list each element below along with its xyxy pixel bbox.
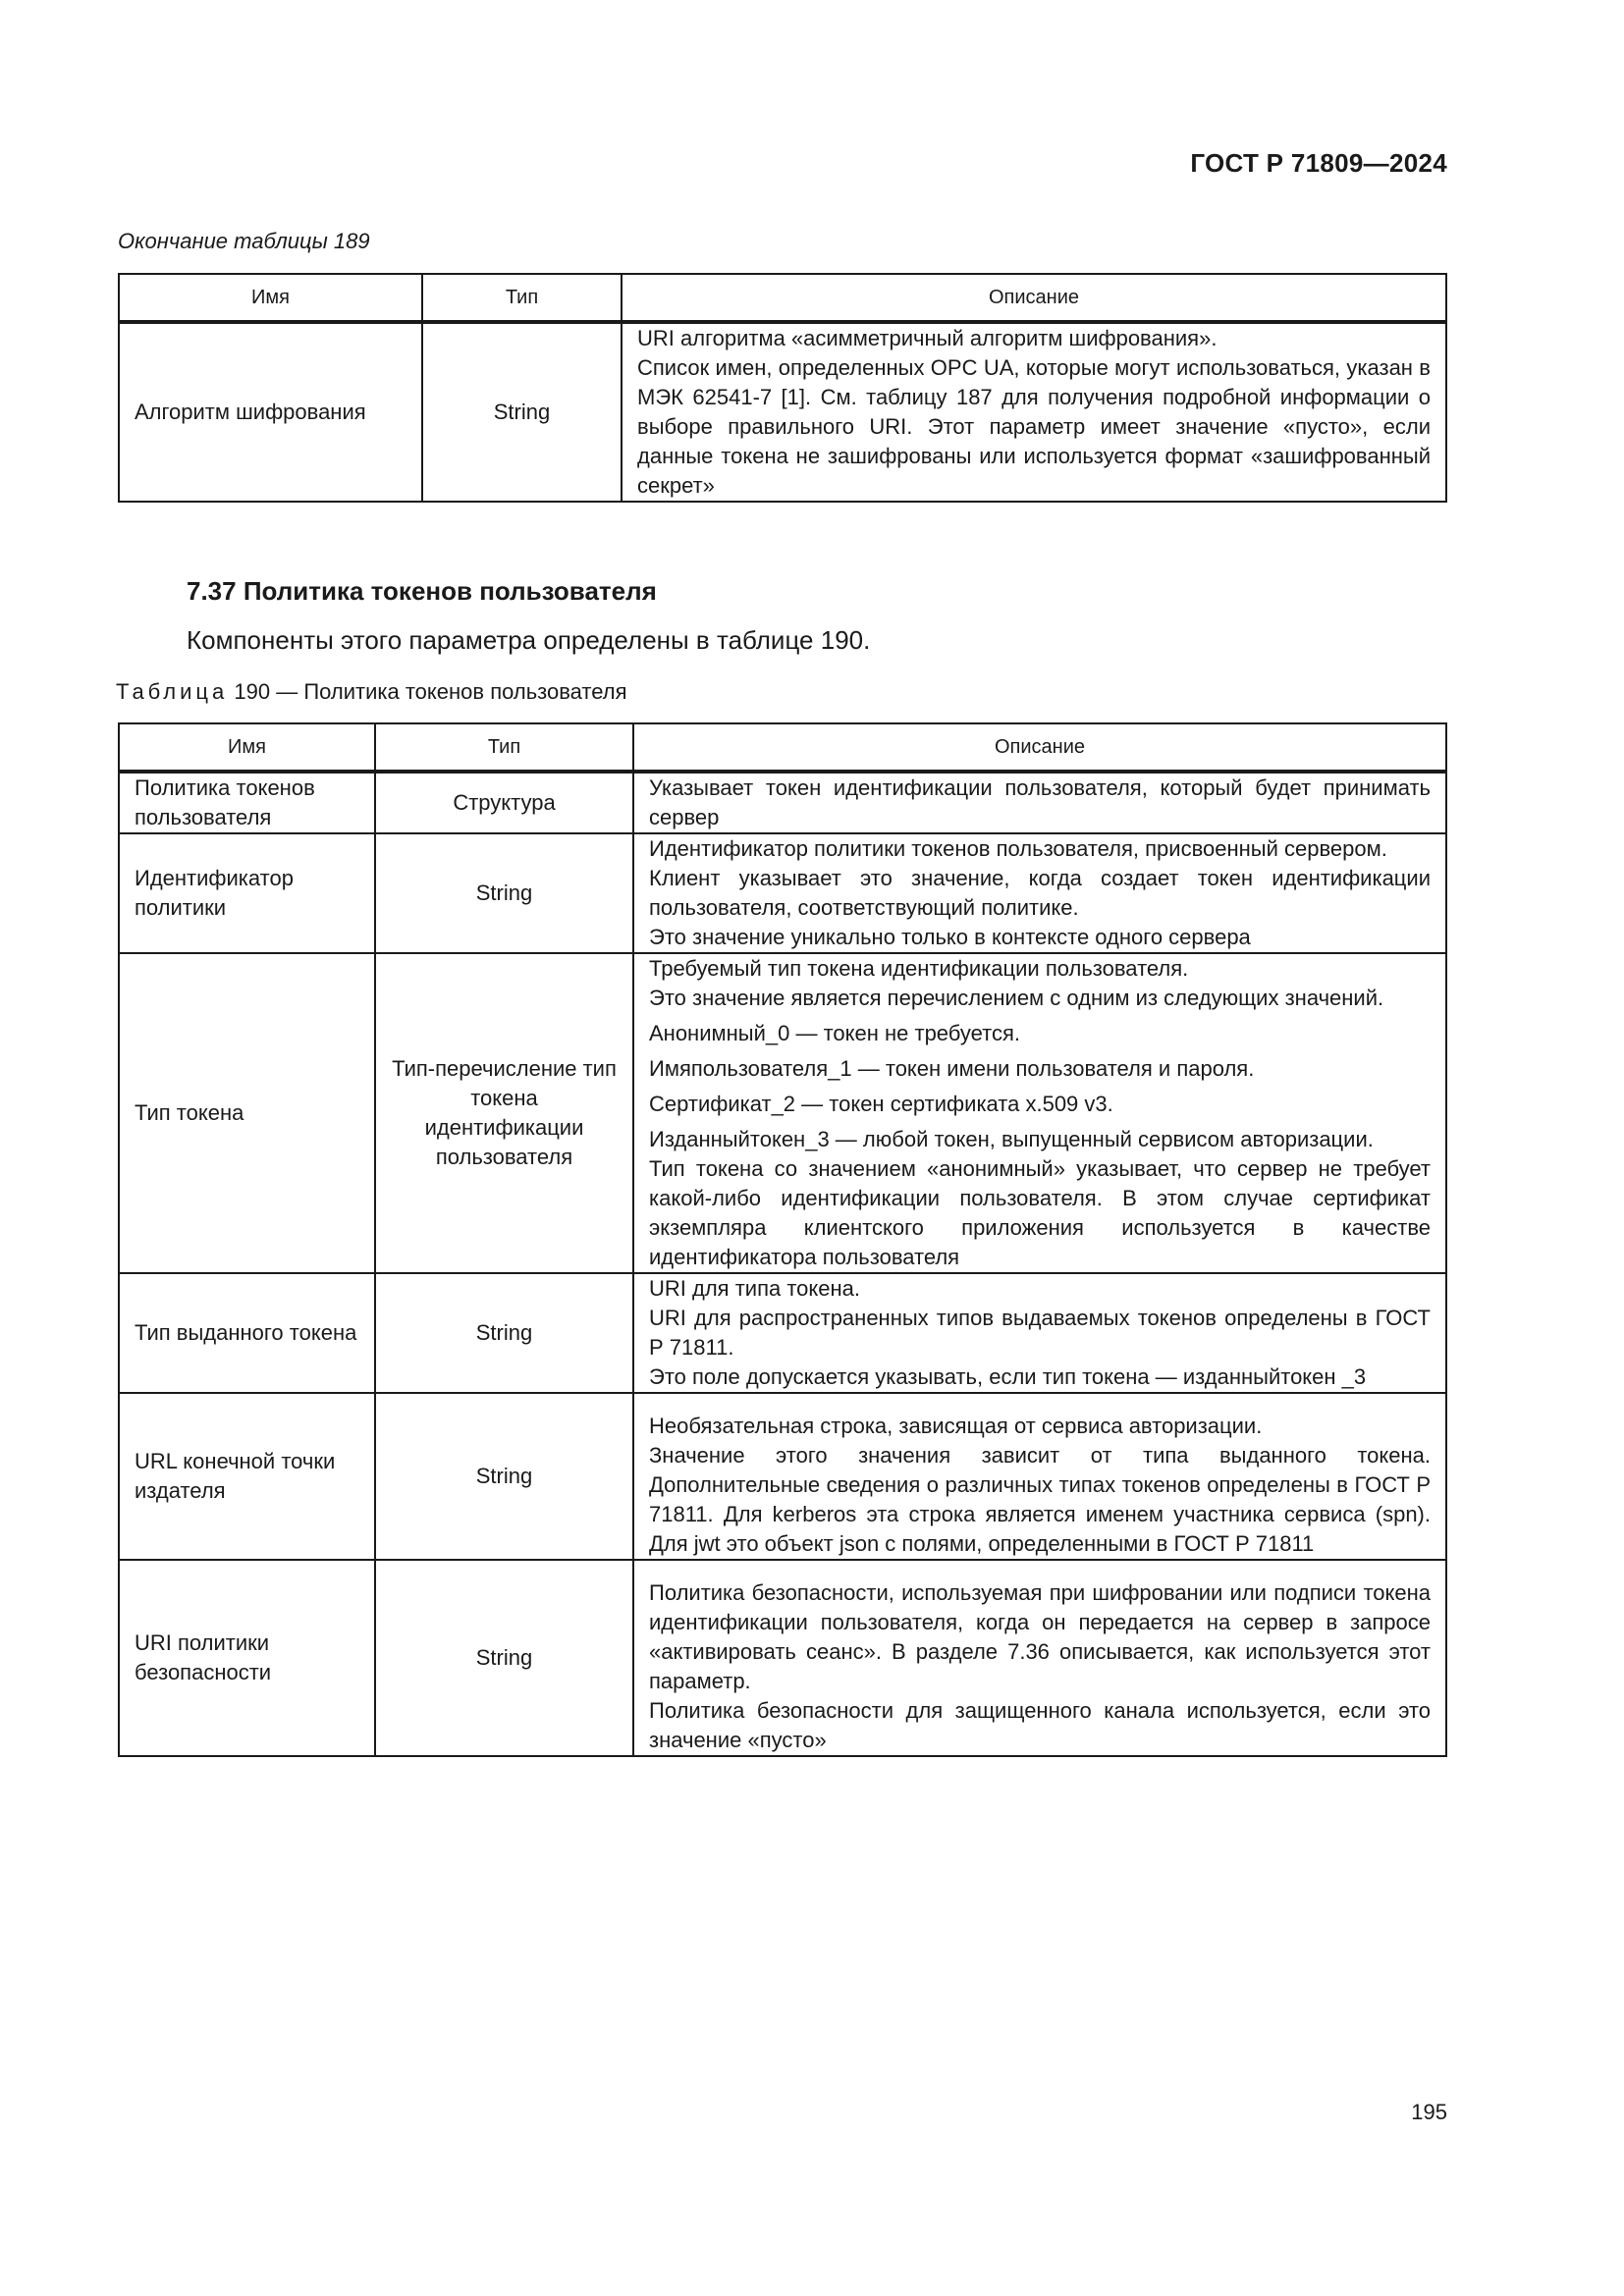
description-line: Имяпользователя_1 — токен имени пользователя и пароля.: [649, 1056, 1255, 1081]
cell-description: [622, 322, 1446, 502]
table-header-row: [119, 274, 1446, 322]
description-line: Значение этого значения зависит от типа выданного токена. Дополнительные сведения о различных типах токенов определены в ГОСТ Р 71811. Для kerberos эта строка является именем участника сервиса (spn). Для jwt это объект json с полями, определенными в ГОСТ Р 71811: [649, 1443, 1431, 1556]
cell-description: [633, 1273, 1446, 1393]
cell-type: Структура: [375, 772, 633, 833]
cell-description: [633, 772, 1446, 833]
table-row: [119, 1393, 1446, 1560]
table-caption: [116, 679, 627, 705]
table-row: [119, 772, 1446, 833]
column-header-name: Имя: [119, 723, 375, 772]
cell-description: [633, 1560, 1446, 1756]
cell-description: [633, 833, 1446, 953]
description-line: Политика безопасности, используемая при шифровании или подписи токена идентификации пользователя, когда он передается на сервер в запросе «активировать сеанс». В разделе 7.36 описывается, как используется этот параметр.: [649, 1580, 1431, 1693]
table-row: [119, 1273, 1446, 1393]
description-line: Указывает токен идентификации пользователя, который будет принимать сервер: [649, 775, 1431, 829]
cell-type: Тип-перечисление тип токена идентификации пользователя: [375, 953, 633, 1273]
cell-description: [633, 953, 1446, 1273]
cell-name: Алгоритм шифрования: [119, 322, 422, 502]
description-line: URI алгоритма «асимметричный алгоритм шифрования».: [637, 326, 1218, 350]
cell-type: String: [375, 1273, 633, 1393]
table-row: [119, 322, 1446, 502]
table-caption-title: 190 — Политика токенов пользователя: [234, 679, 627, 704]
column-header-type: Тип: [422, 274, 622, 322]
description-line: Это значение уникально только в контексте одного сервера: [649, 925, 1251, 949]
description-line: Это значение является перечислением с одним из следующих значений.: [649, 986, 1384, 1010]
description-line: Список имен, определенных OPC UA, которые могут использоваться, указан в МЭК 62541-7 [1]. См. таблицу 187 для получения подробной информации о выборе правильного URI. Этот параметр имеет значение «пусто», если данные токена не зашифрованы или используется формат «зашифрованный секрет»: [637, 355, 1431, 498]
description-line: Идентификатор политики токенов пользователя, присвоенный сервером.: [649, 836, 1387, 861]
cell-type: String: [375, 833, 633, 953]
document-code: ГОСТ Р 71809—2024: [1190, 148, 1447, 178]
table-row: [119, 1560, 1446, 1756]
description-line: Политика безопасности для защищенного канала используется, если это значение «пусто»: [649, 1698, 1431, 1752]
table-189-end: [118, 273, 1447, 503]
description-line: Требуемый тип токена идентификации пользователя.: [649, 956, 1189, 981]
cell-description: [633, 1393, 1446, 1560]
column-header-name: Имя: [119, 274, 422, 322]
section-intro: Компоненты этого параметра определены в таблице 190.: [187, 625, 871, 655]
cell-name: Тип токена: [119, 953, 375, 1273]
description-line: Тип токена со значением «анонимный» указывает, что сервер не требует какой-либо идентификации пользователя. В этом случае сертификат экземпляра клиентского приложения используется в качестве идентификатора пользователя: [649, 1156, 1431, 1269]
cell-type: String: [375, 1393, 633, 1560]
column-header-type: Тип: [375, 723, 633, 772]
column-header-description: Описание: [633, 723, 1446, 772]
cell-name: Тип выданного токена: [119, 1273, 375, 1393]
section-heading: 7.37 Политика токенов пользователя: [187, 576, 657, 606]
description-line: URI для распространенных типов выдаваемых токенов определены в ГОСТ Р 71811.: [649, 1306, 1431, 1360]
column-header-description: Описание: [622, 274, 1446, 322]
table-190: [118, 722, 1447, 1757]
description-line: Это поле допускается указывать, если тип токена — изданныйтокен _3: [649, 1364, 1367, 1389]
cell-name: Идентификатор политики: [119, 833, 375, 953]
description-line: Сертификат_2 — токен сертификата x.509 v3.: [649, 1092, 1113, 1116]
description-line: Изданныйтокен_3 — любой токен, выпущенный сервисом авторизации.: [649, 1127, 1374, 1151]
table-row: [119, 953, 1446, 1273]
cell-name: URI политики безопасности: [119, 1560, 375, 1756]
page-number: 195: [1411, 2100, 1447, 2124]
description-line: Необязательная строка, зависящая от сервиса авторизации.: [649, 1414, 1263, 1438]
cell-name: URL конечной точки издателя: [119, 1393, 375, 1560]
cell-type: String: [422, 322, 622, 502]
table-row: [119, 833, 1446, 953]
description-line: Анонимный_0 — токен не требуется.: [649, 1021, 1021, 1045]
table-continuation-label: Окончание таблицы 189: [118, 229, 370, 253]
table-caption-prefix: Таблица: [116, 679, 229, 704]
description-line: Клиент указывает это значение, когда создает токен идентификации пользователя, соответствующий политике.: [649, 866, 1431, 920]
cell-type: String: [375, 1560, 633, 1756]
cell-name: Политика токенов пользователя: [119, 772, 375, 833]
table-header-row: [119, 723, 1446, 772]
description-line: URI для типа токена.: [649, 1276, 860, 1301]
